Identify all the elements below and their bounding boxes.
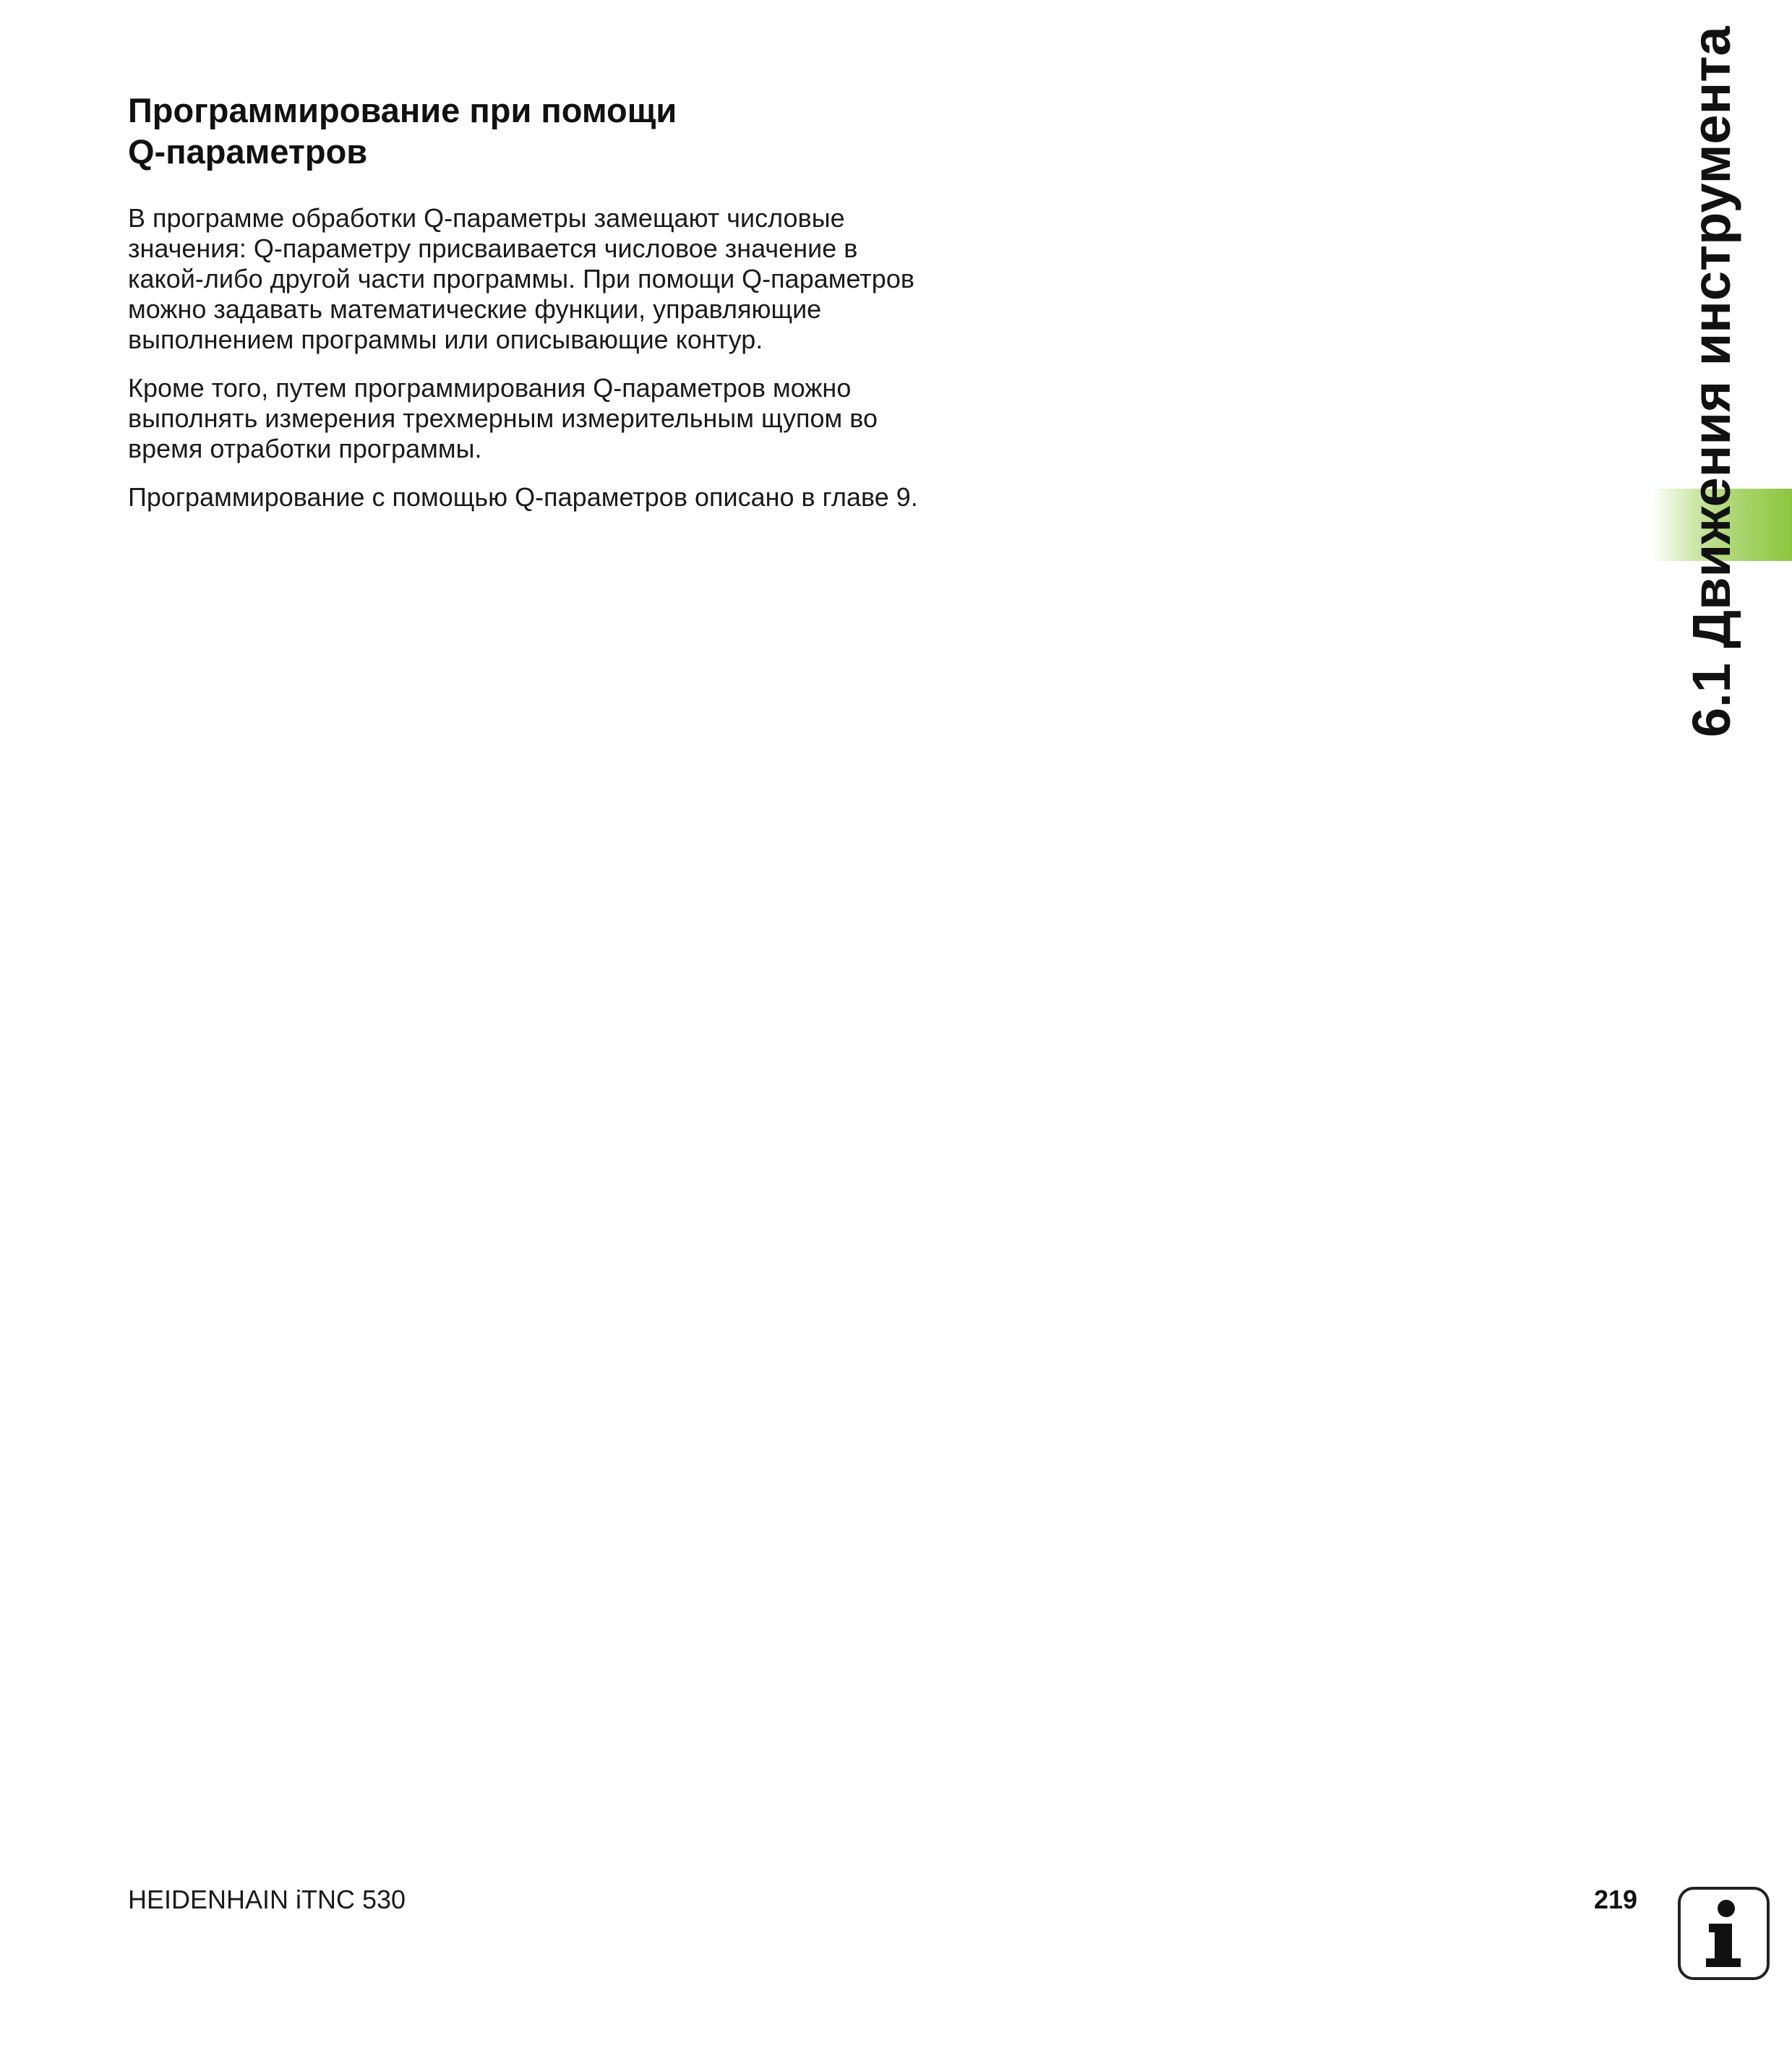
paragraph-probe-measurement [128,373,981,464]
text-line: Программирование с помощью Q-параметров описано в главе 9. [128,482,918,512]
text-line: Кроме того, путем программирования Q-параметров можно [128,373,852,403]
text-line: можно задавать математические функции, управляющие [128,294,822,324]
footer-product-name: HEIDENHAIN iTNC 530 [128,1885,406,1914]
main-content [128,90,981,531]
paragraph-chapter-reference [128,482,981,513]
section-title-line: Программирование при помощи [128,91,677,129]
info-icon[interactable] [1678,1887,1770,1980]
text-line: значения: Q-параметру присваивается числовое значение в [128,233,858,263]
text-line: выполнять измерения трехмерным измерительным щупом во [128,403,878,433]
chapter-tab-title: 6.1 Движения инструмента [1681,26,1741,737]
section-title-line: Q-параметров [128,132,368,171]
text-line: В программе обработки Q-параметры замещают числовые [128,203,845,233]
text-line: какой-либо другой части программы. При помощи Q-параметров [128,264,914,294]
paragraph-q-parameters-intro [128,203,981,355]
text-line: время отработки программы. [128,434,482,463]
info-glyph [1699,1899,1749,1968]
text-line: выполнением программы или описывающие контур. [128,325,763,354]
section-title [128,90,981,172]
page-number: 219 [1594,1885,1638,1914]
